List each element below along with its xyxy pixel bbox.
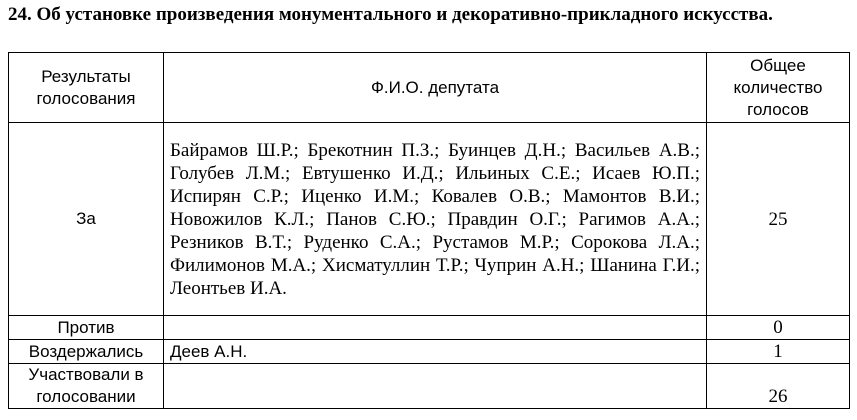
voting-results-table	[8, 52, 850, 409]
result-label-abstained: Воздержались	[9, 340, 164, 364]
votes-count-participated: 26	[707, 364, 850, 409]
deputies-participated-list	[164, 364, 707, 409]
table-row-abstained	[9, 340, 850, 364]
header-total-votes: Общее количество голосов	[707, 53, 850, 123]
result-label-for: За	[9, 123, 164, 316]
result-label-against: Против	[9, 316, 164, 340]
votes-count-abstained: 1	[707, 340, 850, 364]
table-row-participated	[9, 364, 850, 409]
agenda-item-title: Об установке произведения монументального и декоративно-прикладного искусства.	[36, 4, 773, 25]
table-row-for	[9, 123, 850, 316]
header-voting-result: Результаты голосования	[9, 53, 164, 123]
deputies-for-list: Байрамов Ш.Р.; Брекотнин П.З.; Буинцев Д.Н.; Васильев А.В.; Голубев Л.М.; Евтушенко И.Д.; Ильиных С.Е.; Исаев Ю.П.; Испирян С.Р.; Иценко И.М.; Ковалев О.В.; Мамонтов В.И.; Новожилов К.Л.; Панов С.Ю.; Правдин О.Г.; Рагимов А.А.; Резников В.Т.; Руденко С.А.; Рустамов М.Р.; Сорокова Л.А.; Филимонов М.А.; Хисматуллин Т.Р.; Чуприн А.Н.; Шанина Г.И.; Леонтьев И.А.	[164, 123, 707, 316]
table-header-row	[9, 53, 850, 123]
header-deputy-name: Ф.И.О. депутата	[164, 53, 707, 123]
deputies-against-list	[164, 316, 707, 340]
agenda-item-heading	[8, 4, 842, 26]
table-row-against	[9, 316, 850, 340]
agenda-item-number: 24.	[8, 4, 32, 25]
votes-count-for: 25	[707, 123, 850, 316]
result-label-participated: Участвовали в голосовании	[9, 364, 164, 409]
deputies-abstained-list: Деев А.Н.	[164, 340, 707, 364]
votes-count-against: 0	[707, 316, 850, 340]
